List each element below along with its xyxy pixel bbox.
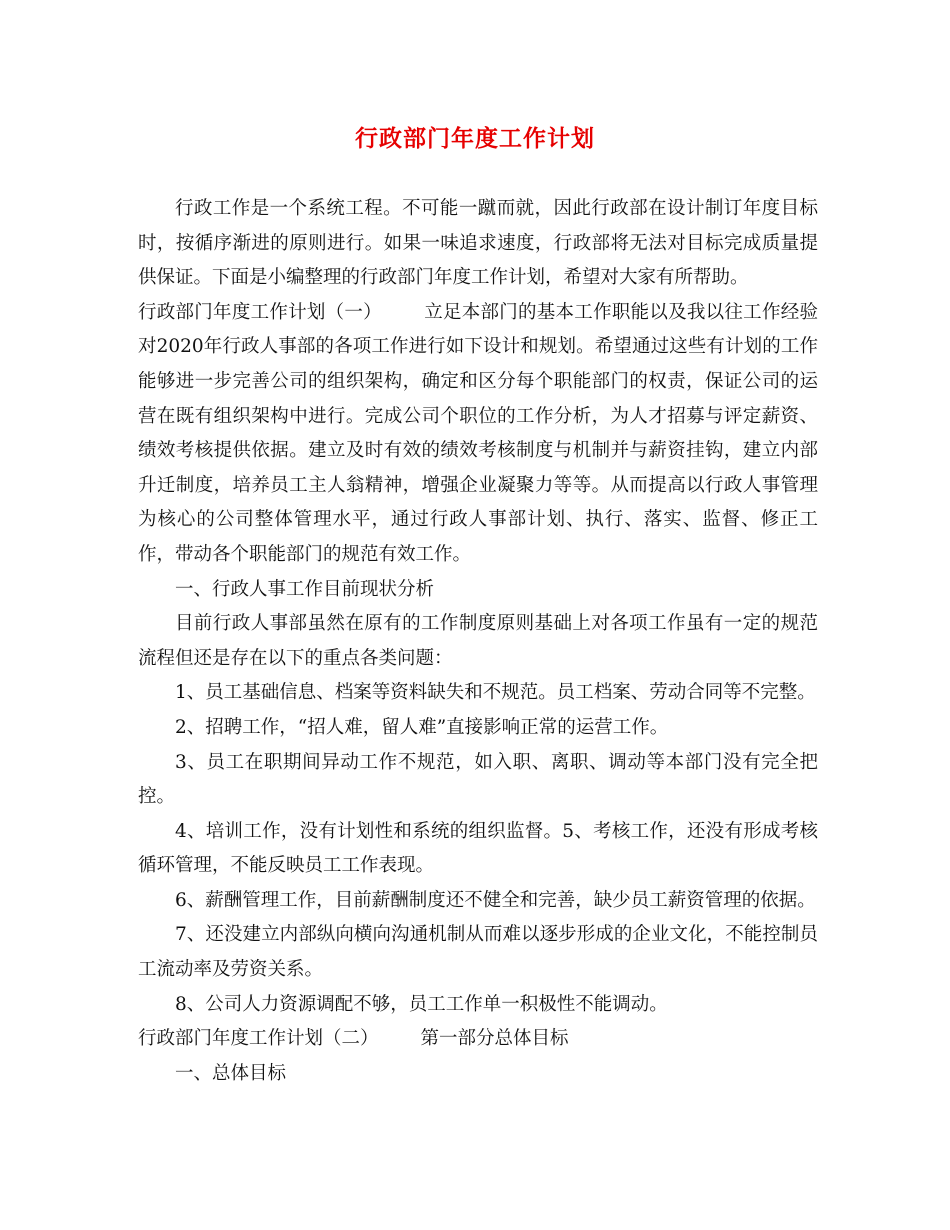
intro-paragraph: 行政工作是一个系统工程。不可能一蹴而就，因此行政部在设计制订年度目标时，按循序渐进的原则进行。如果一味追求速度，行政部将无法对目标完成质量提供保证。下面是小编整理的行政部门年度工作计划，希望对大家有所帮助。: [138, 198, 818, 289]
section2-paragraph: [138, 1022, 818, 1057]
section1-heading: 行政部门年度工作计划（一）: [138, 301, 382, 323]
problem-item-3: 3、员工在职期间异动工作不规范，如入职、离职、调动等本部门没有完全把控。: [138, 751, 818, 808]
document-title: 行政部门年度工作计划: [355, 125, 595, 152]
problem-item-1: 1、员工基础信息、档案等资料缺失和不规范。员工档案、劳动合同等不完整。: [175, 682, 816, 704]
section2-sub-heading: 一、总体目标: [175, 1062, 287, 1084]
section1-paragraph: [138, 296, 818, 573]
section2-lead: 第一部分总体目标: [420, 1028, 569, 1050]
problem-item-7: 7、还没建立内部纵向横向沟通机制从而难以逐步形成的企业文化，不能控制员工流动率及劳资关系。: [138, 924, 818, 981]
section1-sub-heading: 一、行政人事工作目前现状分析: [175, 578, 435, 600]
problem-item-6: 6、薪酬管理工作，目前薪酬制度还不健全和完善，缺少员工薪资管理的依据。: [175, 889, 816, 911]
document-body: [138, 192, 818, 1091]
section2-heading: 行政部门年度工作计划（二）: [138, 1028, 379, 1050]
problem-item-8: 8、公司人力资源调配不够，员工工作单一积极性不能调动。: [175, 993, 668, 1015]
problem-item-2: 2、招聘工作，“招人难，留人难”直接影响正常的运营工作。: [175, 716, 669, 738]
problem-item-4-5: 4、培训工作，没有计划性和系统的组织监督。5、考核工作，还没有形成考核循环管理，不能反映员工工作表现。: [138, 820, 818, 877]
section1-sub-intro: 目前行政人事部虽然在原有的工作制度原则基础上对各项工作虽有一定的规范流程但还是存在以下的重点各类问题：: [138, 613, 818, 669]
section1-lead: 立足本部门的基本工作职能以及我以往工作经验对2020年行政人事部的各项工作进行如下设计和规划。希望通过这些有计划的工作能够进一步完善公司的组织架构，确定和区分每个职能部门的权责，保证公司的运营在既有组织架构中进行。完成公司个职位的工作分析，为人才招募与评定薪资、绩效考核提供依据。建立及时有效的绩效考核制度与机制并与薪资挂钩，建立内部升迁制度，培养员工主人翁精神，增强企业凝聚力等等。从而提高以行政人事管理为核心的公司整体管理水平，通过行政人事部计划、执行、落实、监督、修正工作，带动各个职能部门的规范有效工作。: [138, 301, 818, 565]
